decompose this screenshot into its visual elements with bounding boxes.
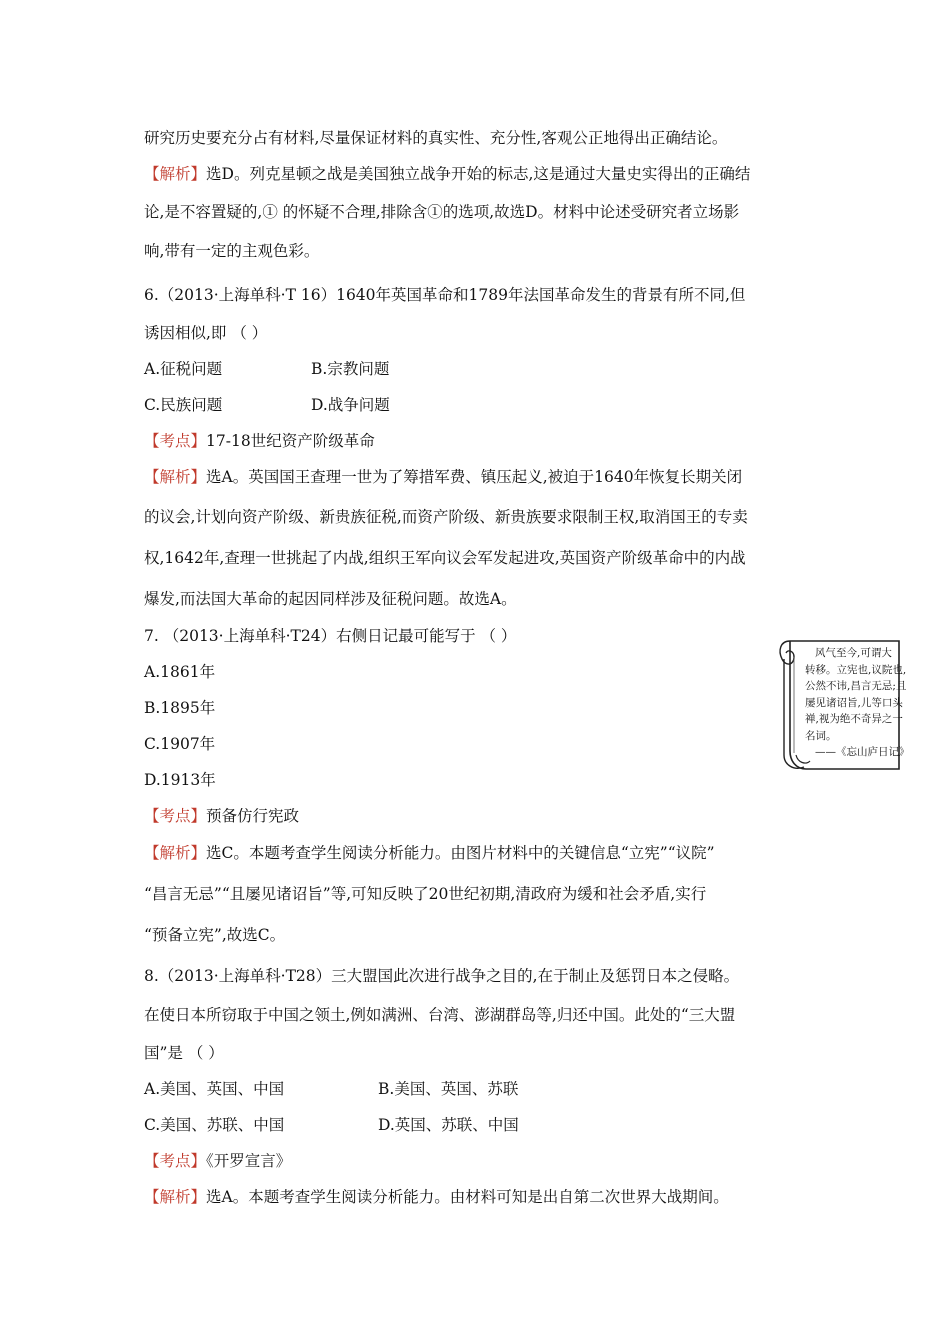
option-d: D.英国、苏联、中国 xyxy=(378,1116,519,1134)
diary-line: 公然不讳,昌言无忌;且 xyxy=(805,680,907,692)
option-c: C.美国、苏联、中国 xyxy=(144,1116,285,1134)
analysis-line: 【解析】选A。本题考查学生阅读分析能力。由材料可知是出自第二次世界大战期间。 xyxy=(144,1188,729,1206)
analysis-line: 响,带有一定的主观色彩。 xyxy=(144,242,320,260)
question-stem: 在使日本所窃取于中国之领土,例如满洲、台湾、澎湖群岛等,归还中国。此处的“三大盟 xyxy=(144,1006,736,1024)
analysis-line: “昌言无忌”“且屡见诸诏旨”等,可知反映了20世纪初期,清政府为缓和社会矛盾,实行 xyxy=(144,885,707,903)
analysis-tag: 【解析】 xyxy=(144,468,207,486)
analysis-tag: 【解析】 xyxy=(144,1188,207,1206)
diary-line: 禅,视为绝不奇异之一 xyxy=(805,713,903,725)
question-stem: 国”是 （ ） xyxy=(144,1044,224,1062)
option-c: C.民族问题 xyxy=(144,396,223,414)
diary-line: 风气至今,可谓大 xyxy=(815,647,892,659)
point-tag: 【考点】 xyxy=(144,1152,207,1170)
option-d: D.战争问题 xyxy=(311,396,390,414)
point-line: 【考点】17-18世纪资产阶级革命 xyxy=(144,432,375,450)
analysis-line: “预备立宪”,故选C。 xyxy=(144,926,286,944)
option-b: B.1895年 xyxy=(144,699,216,717)
diary-source: ——《忘山庐日记》 xyxy=(815,746,910,758)
question-stem: 8.（2013·上海单科·T28）三大盟国此次进行战争之目的,在于制止及惩罚日本之侵略。 xyxy=(144,967,740,985)
point-tag: 【考点】 xyxy=(144,432,207,450)
option-d: D.1913年 xyxy=(144,771,216,789)
point-tag: 【考点】 xyxy=(144,807,207,825)
analysis-tag: 【解析】 xyxy=(144,165,207,183)
analysis-line: 【解析】选D。列克星顿之战是美国独立战争开始的标志,这是通过大量史实得出的正确结 xyxy=(144,165,751,183)
option-c: C.1907年 xyxy=(144,735,216,753)
option-a: A.征税问题 xyxy=(144,360,223,378)
diary-text xyxy=(805,645,910,761)
intro-line: 研究历史要充分占有材料,尽量保证材料的真实性、充分性,客观公正地得出正确结论。 xyxy=(144,129,728,147)
point-line: 【考点】《开罗宣言》 xyxy=(144,1152,292,1170)
option-b: B.宗教问题 xyxy=(311,360,390,378)
option-a: A.美国、英国、中国 xyxy=(144,1080,285,1098)
diary-line: 屡见诸诏旨,儿等口头 xyxy=(805,696,903,709)
analysis-line: 权,1642年,查理一世挑起了内战,组织王军向议会军发起进攻,英国资产阶级革命中的内战 xyxy=(144,549,746,567)
analysis-line: 的议会,计划向资产阶级、新贵族征税,而资产阶级、新贵族要求限制王权,取消国王的专卖 xyxy=(144,508,748,526)
analysis-line: 爆发,而法国大革命的起因同样涉及征税问题。故选A。 xyxy=(144,590,517,608)
analysis-line: 论,是不容置疑的,① 的怀疑不合理,排除含①的选项,故选D。材料中论述受研究者立场影 xyxy=(144,203,740,221)
analysis-tag: 【解析】 xyxy=(144,844,207,862)
question-stem: 7. （2013·上海单科·T24）右侧日记最可能写于 （ ） xyxy=(144,627,517,645)
diary-line: 名词。 xyxy=(805,729,837,742)
question-stem: 6.（2013·上海单科·T 16）1640年英国革命和1789年法国革命发生的背景有所不同,但 xyxy=(144,286,746,304)
point-line: 【考点】预备仿行宪政 xyxy=(144,807,300,825)
analysis-line: 【解析】选C。本题考查学生阅读分析能力。由图片材料中的关键信息“立宪”“议院” xyxy=(144,844,715,862)
analysis-line: 【解析】选A。英国国王查理一世为了筹措军费、镇压起义,被迫于1640年恢复长期关闭 xyxy=(144,468,743,486)
option-b: B.美国、英国、苏联 xyxy=(378,1080,519,1098)
question-stem: 诱因相似,即 （ ） xyxy=(144,324,268,342)
option-a: A.1861年 xyxy=(144,663,216,681)
diary-line: 转移。立宪也,议院也, xyxy=(805,663,907,676)
